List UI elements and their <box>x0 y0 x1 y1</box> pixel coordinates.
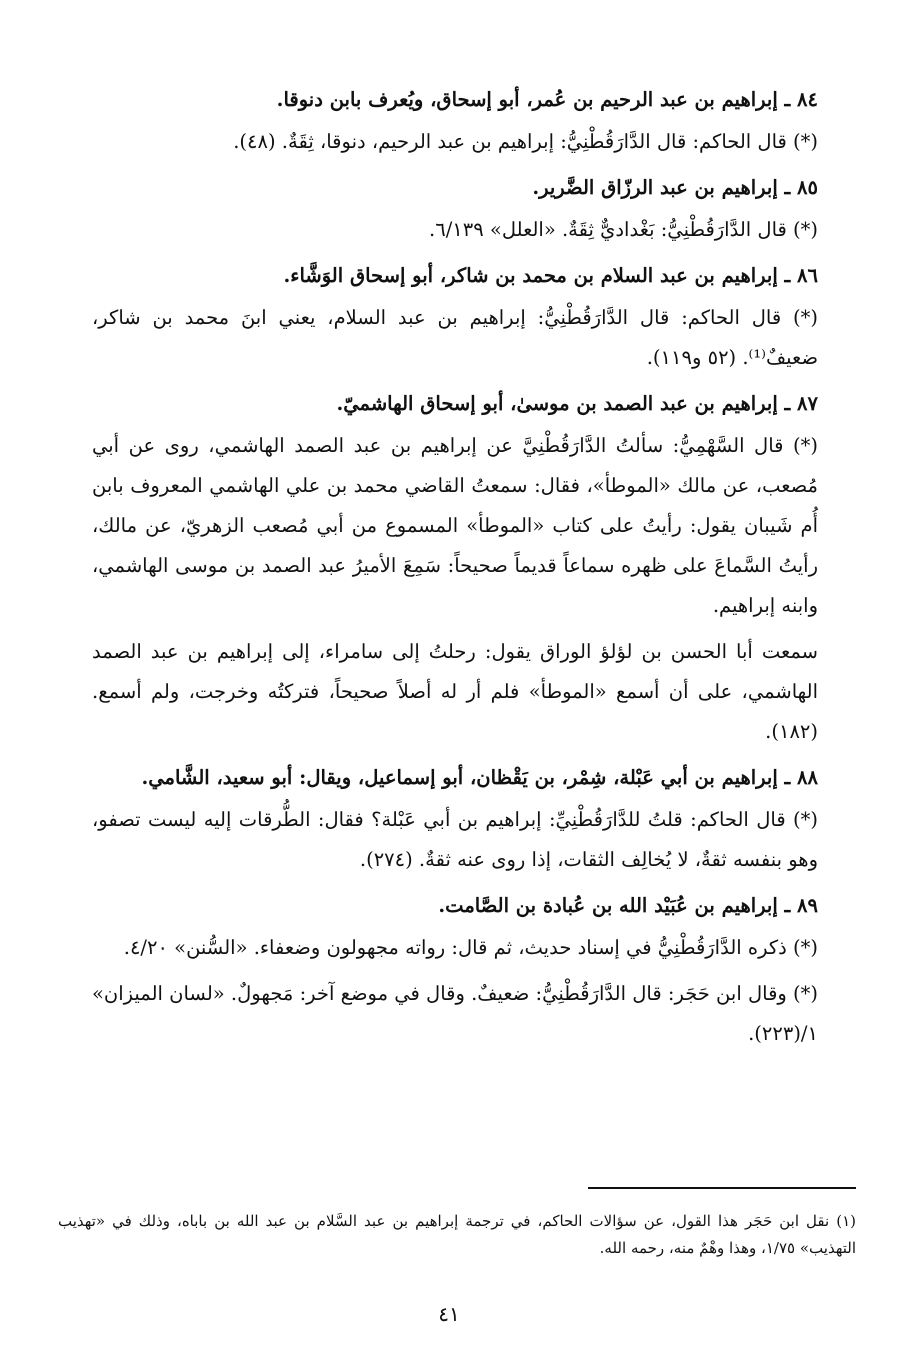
entry-heading: ٨٧ ـ إبراهيم بن عبد الصمد بن موسىٰ، أبو إسحاق الهاشميّ. <box>336 392 818 415</box>
entry-paragraph: (*) قال الحاكم: قلتُ للدَّارَقُطْنِيِّ: إبراهيم بن أبي عَبْلة؟ فقال: الطُّرقات إليه ليست تصفو، وهو بنفسه ثقةٌ، لا يُخالِف الثقات، إذا روى عنه ثقةٌ. (٢٧٤). <box>92 808 818 871</box>
biography-entry <box>92 168 818 250</box>
entry-paragraph: (*) قال السَّهْمِيُّ: سألتُ الدَّارَقُطْنِيَّ عن إبراهيم بن عبد الصمد الهاشمي، روى عن أبي مُصعب، عن مالك «الموطأ»، فقال: سمعتُ القاضي محمد بن علي الهاشمي المعروف بابن أُم شَيبان يقول: رأيتُ على كتاب «الموطأ» المسموع من أبي مُصعب الزهريّ، عن مالك، رأيتُ السَّماعَ على ظهره سماعاً قديماً صحيحاً: سَمِعَ الأميرُ عبد الصمد بن موسى الهاشمي، وابنه إبراهيم. <box>92 434 818 617</box>
entry-paragraph: (*) قال الحاكم: قال الدَّارَقُطْنِيُّ: إبراهيم بن عبد الرحيم، دنوقا، ثِقَةٌ. (٤٨). <box>233 130 818 153</box>
entry-heading: ٨٦ ـ إبراهيم بن عبد السلام بن محمد بن شاكر، أبو إسحاق الوَشَّاء. <box>283 264 818 287</box>
entry-heading: ٨٥ ـ إبراهيم بن عبد الرزّاق الضَّرير. <box>532 176 818 199</box>
page-number: ٤١ <box>438 1302 460 1326</box>
entry-heading: ٨٩ ـ إبراهيم بن عُبَيْد الله بن عُبادة بن الصَّامت. <box>438 894 818 917</box>
biography-entry <box>92 758 818 880</box>
entry-heading: ٨٨ ـ إبراهيم بن أبي عَبْلة، شِمْر، بن يَقْظان، أبو إسماعيل، ويقال: أبو سعيد، الشَّامي. <box>141 766 818 789</box>
biography-entry <box>92 384 818 752</box>
footnote: (١) نقل ابن حَجَر هذا القول، عن سؤالات الحاكم، في ترجمة إبراهيم بن عبد السَّلام بن عبد الله بن باباه، وذلك في «تهذيب التهذيب» ١/٧٥، وهذا وهْمٌ منه، رحمه الله. <box>58 1212 856 1257</box>
entry-paragraph: سمعت أبا الحسن بن لؤلؤ الوراق يقول: رحلتُ إلى سامراء، إلى إبراهيم بن عبد الصمد الهاشمي، على أن أسمع «الموطأ» فلم أر له أصلاً صحيحاً، فتركتُه وخرجت، ولم أسمع. (١٨٢). <box>92 640 818 743</box>
entry-paragraph: (*) وقال ابن حَجَر: قال الدَّارَقُطْنِيُّ: ضعيفٌ. وقال في موضع آخر: مَجهولٌ. «لسان الميزان» ١/(٢٢٣). <box>92 982 818 1045</box>
biography-entry <box>92 80 818 162</box>
entry-heading: ٨٤ ـ إبراهيم بن عبد الرحيم بن عُمر، أبو إسحاق، ويُعرف بابن دنوقا. <box>276 88 818 111</box>
entry-paragraph: (*) قال الدَّارَقُطْنِيُّ: بَغْداديٌّ ثِقَةٌ. «العلل» ٦/١٣٩. <box>429 218 818 241</box>
body-text <box>92 80 818 1060</box>
entry-paragraph: (*) قال الحاكم: قال الدَّارَقُطْنِيُّ: إبراهيم بن عبد السلام، يعني ابنَ محمد بن شاكر، ضعيفٌ⁽¹⁾. (٥٢ و١١٩). <box>92 306 818 369</box>
biography-entry <box>92 256 818 378</box>
biography-entry <box>92 886 818 1054</box>
entry-paragraph: (*) ذكره الدَّارَقُطْنِيُّ في إسناد حديث، ثم قال: رواته مجهولون وضعفاء. «السُّنن» ٤/٢٠. <box>123 936 818 959</box>
footnote-divider <box>588 1187 856 1189</box>
